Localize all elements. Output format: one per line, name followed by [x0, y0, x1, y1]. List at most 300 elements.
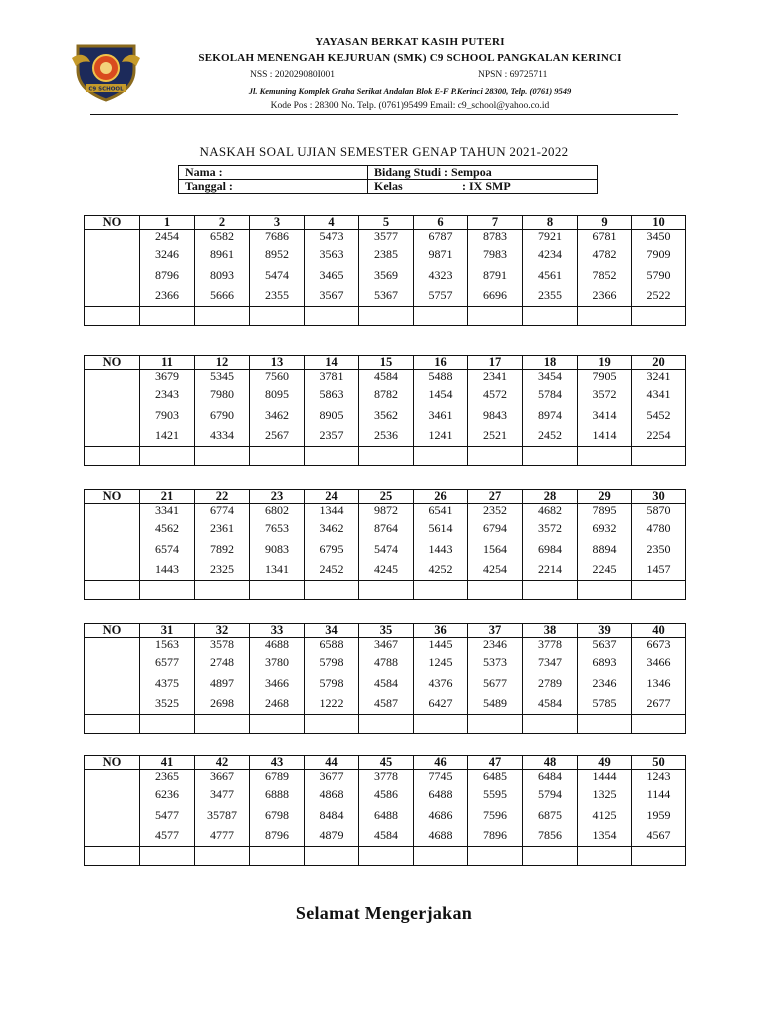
school-logo: [70, 40, 142, 102]
operand-value: 2346: [578, 673, 632, 694]
operand-row: [85, 825, 686, 846]
operand-value: 4245: [359, 559, 414, 580]
operand-value: 3465: [305, 265, 359, 286]
operand-value: 6696: [468, 285, 523, 306]
operand-value: 4584: [523, 693, 578, 714]
row-label-cell: [85, 384, 140, 405]
operand-value: 2748: [195, 652, 250, 673]
answer-cell[interactable]: [414, 846, 468, 865]
operand-value: 4782: [578, 244, 632, 265]
operand-value: 2521: [468, 425, 523, 446]
answer-cell[interactable]: [195, 306, 250, 325]
operand-value: 3667: [195, 770, 250, 785]
operand-value: 5474: [250, 265, 305, 286]
operand-value: 3567: [305, 285, 359, 306]
question-number: 23: [250, 490, 305, 504]
question-number: 43: [250, 756, 305, 770]
answer-cell[interactable]: [632, 306, 686, 325]
row-label-cell: [85, 805, 140, 826]
operand-value: 6774: [195, 504, 250, 519]
operand-value: 5785: [578, 693, 632, 714]
operand-value: 3241: [632, 370, 686, 385]
operand-value: 3562: [359, 405, 414, 426]
operand-value: 2789: [523, 673, 578, 694]
operand-value: 2245: [578, 559, 632, 580]
subject-field: Bidang Studi : Sempoa: [368, 166, 598, 180]
answer-cell[interactable]: [632, 714, 686, 733]
row-label-cell: [85, 425, 140, 446]
answer-cell[interactable]: [468, 580, 523, 599]
operand-value: 4252: [414, 559, 468, 580]
answer-cell[interactable]: [414, 714, 468, 733]
answer-cell[interactable]: [359, 580, 414, 599]
answer-label-cell: [85, 846, 140, 865]
operand-row: [85, 425, 686, 446]
answer-cell[interactable]: [305, 714, 359, 733]
operand-value: 4254: [468, 559, 523, 580]
question-number-row: [85, 756, 686, 770]
operand-value: 2366: [140, 285, 195, 306]
operand-row: [85, 405, 686, 426]
row-label-cell: [85, 825, 140, 846]
operand-value: 6577: [140, 652, 195, 673]
school-name: SEKOLAH MENENGAH KEJURUAN (SMK) C9 SCHOOL PANGKALAN KERINCI: [198, 52, 622, 64]
no-header: NO: [85, 356, 140, 370]
operand-value: 8796: [250, 825, 305, 846]
answer-cell[interactable]: [578, 714, 632, 733]
question-number: 48: [523, 756, 578, 770]
operand-value: 3341: [140, 504, 195, 519]
operand-value: 5784: [523, 384, 578, 405]
operand-value: 9083: [250, 539, 305, 560]
operand-value: 3572: [523, 518, 578, 539]
operand-value: 2346: [468, 638, 523, 653]
row-label-cell: [85, 285, 140, 306]
operand-value: 2352: [468, 504, 523, 519]
operand-value: 7560: [250, 370, 305, 385]
operand-value: 5488: [414, 370, 468, 385]
operand-value: 4897: [195, 673, 250, 694]
question-number: 21: [140, 490, 195, 504]
question-number: 29: [578, 490, 632, 504]
row-label-cell: [85, 638, 140, 653]
operand-value: 5798: [305, 652, 359, 673]
question-number: 25: [359, 490, 414, 504]
answer-cell[interactable]: [523, 714, 578, 733]
operand-value: 4125: [578, 805, 632, 826]
answer-cell[interactable]: [195, 446, 250, 465]
operand-value: 3781: [305, 370, 359, 385]
operand-value: 9871: [414, 244, 468, 265]
operand-row: [85, 559, 686, 580]
answer-cell[interactable]: [578, 446, 632, 465]
question-number: 11: [140, 356, 195, 370]
date-field[interactable]: Tanggal :: [179, 180, 368, 194]
question-number: 39: [578, 624, 632, 638]
logo-text: C9 SCHOOL: [88, 86, 124, 93]
question-number: 12: [195, 356, 250, 370]
question-number: 14: [305, 356, 359, 370]
operand-value: 1241: [414, 425, 468, 446]
answer-cell[interactable]: [305, 446, 359, 465]
answer-cell[interactable]: [250, 846, 305, 865]
closing-text: Selamat Mengerjakan: [295, 903, 473, 923]
operand-value: 1563: [140, 638, 195, 653]
operand-value: 7921: [523, 230, 578, 245]
answer-cell[interactable]: [140, 580, 195, 599]
operand-value: 4777: [195, 825, 250, 846]
header-divider: [90, 114, 678, 115]
operand-value: 2357: [305, 425, 359, 446]
operand-value: 4584: [359, 370, 414, 385]
answer-cell[interactable]: [195, 580, 250, 599]
operand-value: 6802: [250, 504, 305, 519]
operand-value: 3466: [250, 673, 305, 694]
operand-value: 6781: [578, 230, 632, 245]
operand-value: 8093: [195, 265, 250, 286]
question-number: 45: [359, 756, 414, 770]
answer-cell[interactable]: [468, 446, 523, 465]
question-number: 50: [632, 756, 686, 770]
operand-value: 6574: [140, 539, 195, 560]
operand-value: 7896: [468, 825, 523, 846]
operand-value: 1457: [632, 559, 686, 580]
operand-value: 4567: [632, 825, 686, 846]
question-number: 24: [305, 490, 359, 504]
answer-cell[interactable]: [195, 846, 250, 865]
class-field: [368, 180, 598, 194]
question-number-row: [85, 216, 686, 230]
operand-value: 2452: [523, 425, 578, 446]
answer-cell[interactable]: [578, 846, 632, 865]
answer-cell[interactable]: [250, 306, 305, 325]
answer-cell[interactable]: [140, 714, 195, 733]
foundation-name: YAYASAN BERKAT KASIH PUTERI: [315, 36, 505, 48]
operand-row: [85, 518, 686, 539]
student-info-table: [178, 165, 598, 194]
operand-value: 3414: [578, 405, 632, 426]
operand-value: 8782: [359, 384, 414, 405]
answer-cell[interactable]: [414, 580, 468, 599]
operand-value: 1443: [414, 539, 468, 560]
row-label-cell: [85, 370, 140, 385]
operand-value: 1959: [632, 805, 686, 826]
answer-cell[interactable]: [468, 846, 523, 865]
operand-value: 5474: [359, 539, 414, 560]
operand-value: 5345: [195, 370, 250, 385]
answer-label-cell: [85, 580, 140, 599]
row-label-cell: [85, 405, 140, 426]
operand-value: 8905: [305, 405, 359, 426]
question-number: 35: [359, 624, 414, 638]
operand-value: 2254: [632, 425, 686, 446]
no-header: NO: [85, 216, 140, 230]
operand-value: 6888: [250, 784, 305, 805]
operand-value: 1346: [632, 673, 686, 694]
operand-value: 7905: [578, 370, 632, 385]
operand-value: 7686: [250, 230, 305, 245]
question-number: 46: [414, 756, 468, 770]
question-number-row: [85, 356, 686, 370]
operand-value: 5595: [468, 784, 523, 805]
operand-value: 2343: [140, 384, 195, 405]
answer-cell[interactable]: [140, 446, 195, 465]
operand-value: 2350: [632, 539, 686, 560]
answer-cell[interactable]: [523, 446, 578, 465]
question-table: [84, 215, 686, 326]
operand-value: 5614: [414, 518, 468, 539]
no-header: NO: [85, 490, 140, 504]
operand-value: 2355: [523, 285, 578, 306]
operand-value: 9843: [468, 405, 523, 426]
operand-value: 6236: [140, 784, 195, 805]
operand-value: 4587: [359, 693, 414, 714]
answer-cell[interactable]: [305, 846, 359, 865]
operand-row: [85, 285, 686, 306]
answer-label-cell: [85, 446, 140, 465]
operand-value: 4572: [468, 384, 523, 405]
operand-value: 1243: [632, 770, 686, 785]
operand-value: 5473: [305, 230, 359, 245]
question-number: 7: [468, 216, 523, 230]
operand-value: 8484: [305, 805, 359, 826]
question-number: 44: [305, 756, 359, 770]
operand-value: 8764: [359, 518, 414, 539]
answer-cell[interactable]: [305, 580, 359, 599]
row-label-cell: [85, 559, 140, 580]
row-label-cell: [85, 693, 140, 714]
question-number: 10: [632, 216, 686, 230]
question-number: 4: [305, 216, 359, 230]
operand-value: 3466: [632, 652, 686, 673]
row-label-cell: [85, 784, 140, 805]
question-number: 38: [523, 624, 578, 638]
operand-row: [85, 384, 686, 405]
operand-value: 4562: [140, 518, 195, 539]
question-number: 9: [578, 216, 632, 230]
operand-value: 1341: [250, 559, 305, 580]
answer-cell[interactable]: [359, 306, 414, 325]
question-number: 26: [414, 490, 468, 504]
operand-value: 3778: [523, 638, 578, 653]
question-number: 5: [359, 216, 414, 230]
answer-label-cell: [85, 714, 140, 733]
operand-value: 6794: [468, 518, 523, 539]
operand-value: 7895: [578, 504, 632, 519]
answer-row: [85, 306, 686, 325]
row-label-cell: [85, 673, 140, 694]
operand-value: 4561: [523, 265, 578, 286]
operand-value: 2365: [140, 770, 195, 785]
answer-cell[interactable]: [195, 714, 250, 733]
question-number: 18: [523, 356, 578, 370]
question-table: [84, 355, 686, 466]
operand-value: 6541: [414, 504, 468, 519]
operand-value: 2468: [250, 693, 305, 714]
answer-cell[interactable]: [468, 714, 523, 733]
answer-cell[interactable]: [632, 446, 686, 465]
operand-value: 8783: [468, 230, 523, 245]
operand-value: 4688: [414, 825, 468, 846]
operand-value: 4334: [195, 425, 250, 446]
operand-value: 8796: [140, 265, 195, 286]
class-label: Kelas: [374, 179, 403, 193]
operand-value: 9872: [359, 504, 414, 519]
operand-value: 5452: [632, 405, 686, 426]
operand-row: [85, 652, 686, 673]
operand-value: 35787: [195, 805, 250, 826]
answer-cell[interactable]: [523, 846, 578, 865]
operand-value: 1354: [578, 825, 632, 846]
operand-row: [85, 693, 686, 714]
row-label-cell: [85, 518, 140, 539]
operand-value: 4376: [414, 673, 468, 694]
operand-value: 2536: [359, 425, 414, 446]
row-label-cell: [85, 504, 140, 519]
operand-value: 7903: [140, 405, 195, 426]
operand-value: 1245: [414, 652, 468, 673]
operand-value: 2341: [468, 370, 523, 385]
operand-value: 1443: [140, 559, 195, 580]
answer-cell[interactable]: [468, 306, 523, 325]
operand-value: 6984: [523, 539, 578, 560]
operand-value: 1445: [414, 638, 468, 653]
operand-value: 2567: [250, 425, 305, 446]
operand-value: 1414: [578, 425, 632, 446]
no-header: NO: [85, 624, 140, 638]
answer-cell[interactable]: [414, 306, 468, 325]
question-number: 19: [578, 356, 632, 370]
operand-value: 4584: [359, 825, 414, 846]
answer-cell[interactable]: [359, 446, 414, 465]
answer-cell[interactable]: [578, 580, 632, 599]
operand-value: 3577: [359, 230, 414, 245]
operand-value: 7347: [523, 652, 578, 673]
operand-value: 6893: [578, 652, 632, 673]
operand-value: 1444: [578, 770, 632, 785]
operand-value: 2677: [632, 693, 686, 714]
question-number-row: [85, 490, 686, 504]
answer-cell[interactable]: [523, 306, 578, 325]
answer-cell[interactable]: [250, 580, 305, 599]
question-number: 17: [468, 356, 523, 370]
answer-row: [85, 846, 686, 865]
answer-cell[interactable]: [632, 846, 686, 865]
question-number: 34: [305, 624, 359, 638]
school-address: Jl. Kemuning Komplek Graha Serikat Andalan Blok E-F P.Kerinci 28300, Telp. (0761) 9549: [248, 86, 572, 96]
operand-row: [85, 244, 686, 265]
operand-value: 8952: [250, 244, 305, 265]
answer-cell[interactable]: [414, 446, 468, 465]
question-number: 32: [195, 624, 250, 638]
answer-cell[interactable]: [359, 714, 414, 733]
operand-value: 5863: [305, 384, 359, 405]
answer-cell[interactable]: [250, 714, 305, 733]
question-number: 47: [468, 756, 523, 770]
answer-cell[interactable]: [523, 580, 578, 599]
question-number: 37: [468, 624, 523, 638]
operand-value: 6795: [305, 539, 359, 560]
question-number: 16: [414, 356, 468, 370]
answer-cell[interactable]: [578, 306, 632, 325]
question-number-row: [85, 624, 686, 638]
answer-cell[interactable]: [359, 846, 414, 865]
operand-value: 2522: [632, 285, 686, 306]
operand-value: 7980: [195, 384, 250, 405]
operand-value: 1325: [578, 784, 632, 805]
operand-value: 6582: [195, 230, 250, 245]
operand-value: 3461: [414, 405, 468, 426]
operand-value: 3677: [305, 770, 359, 785]
operand-value: 5489: [468, 693, 523, 714]
operand-value: 4868: [305, 784, 359, 805]
operand-value: 3679: [140, 370, 195, 385]
operand-value: 6790: [195, 405, 250, 426]
question-number: 28: [523, 490, 578, 504]
question-number: 20: [632, 356, 686, 370]
operand-value: 6789: [250, 770, 305, 785]
operand-value: 7909: [632, 244, 686, 265]
row-label-cell: [85, 770, 140, 785]
operand-value: 5794: [523, 784, 578, 805]
operand-value: 3569: [359, 265, 414, 286]
row-label-cell: [85, 652, 140, 673]
operand-value: 7745: [414, 770, 468, 785]
operand-value: 7852: [578, 265, 632, 286]
operand-value: 6488: [359, 805, 414, 826]
school-contact: Kode Pos : 28300 No. Telp. (0761)95499 Email: c9_school@yahoo.co.id: [270, 101, 550, 111]
operand-value: 5757: [414, 285, 468, 306]
row-label-cell: [85, 230, 140, 245]
answer-cell[interactable]: [632, 580, 686, 599]
answer-cell[interactable]: [250, 446, 305, 465]
operand-value: 5367: [359, 285, 414, 306]
operand-value: 5870: [632, 504, 686, 519]
operand-value: 1222: [305, 693, 359, 714]
operand-value: 4686: [414, 805, 468, 826]
name-field[interactable]: Nama :: [179, 166, 368, 180]
row-label-cell: [85, 265, 140, 286]
operand-value: 7983: [468, 244, 523, 265]
operand-value: 4584: [359, 673, 414, 694]
row-label-cell: [85, 539, 140, 560]
question-number: 3: [250, 216, 305, 230]
answer-row: [85, 446, 686, 465]
operand-value: 3462: [250, 405, 305, 426]
question-table: [84, 489, 686, 600]
question-number: 15: [359, 356, 414, 370]
operand-value: 4586: [359, 784, 414, 805]
operand-row: [85, 805, 686, 826]
operand-value: 5373: [468, 652, 523, 673]
operand-value: 4682: [523, 504, 578, 519]
answer-cell[interactable]: [305, 306, 359, 325]
answer-row: [85, 580, 686, 599]
operand-value: 4234: [523, 244, 578, 265]
operand-value: 5677: [468, 673, 523, 694]
answer-cell[interactable]: [140, 846, 195, 865]
operand-row: [85, 784, 686, 805]
operand-value: 2454: [140, 230, 195, 245]
operand-value: 5477: [140, 805, 195, 826]
question-number: 1: [140, 216, 195, 230]
operand-value: 5666: [195, 285, 250, 306]
operand-value: 7596: [468, 805, 523, 826]
operand-value: 3454: [523, 370, 578, 385]
answer-cell[interactable]: [140, 306, 195, 325]
operand-value: 6932: [578, 518, 632, 539]
operand-value: 2214: [523, 559, 578, 580]
